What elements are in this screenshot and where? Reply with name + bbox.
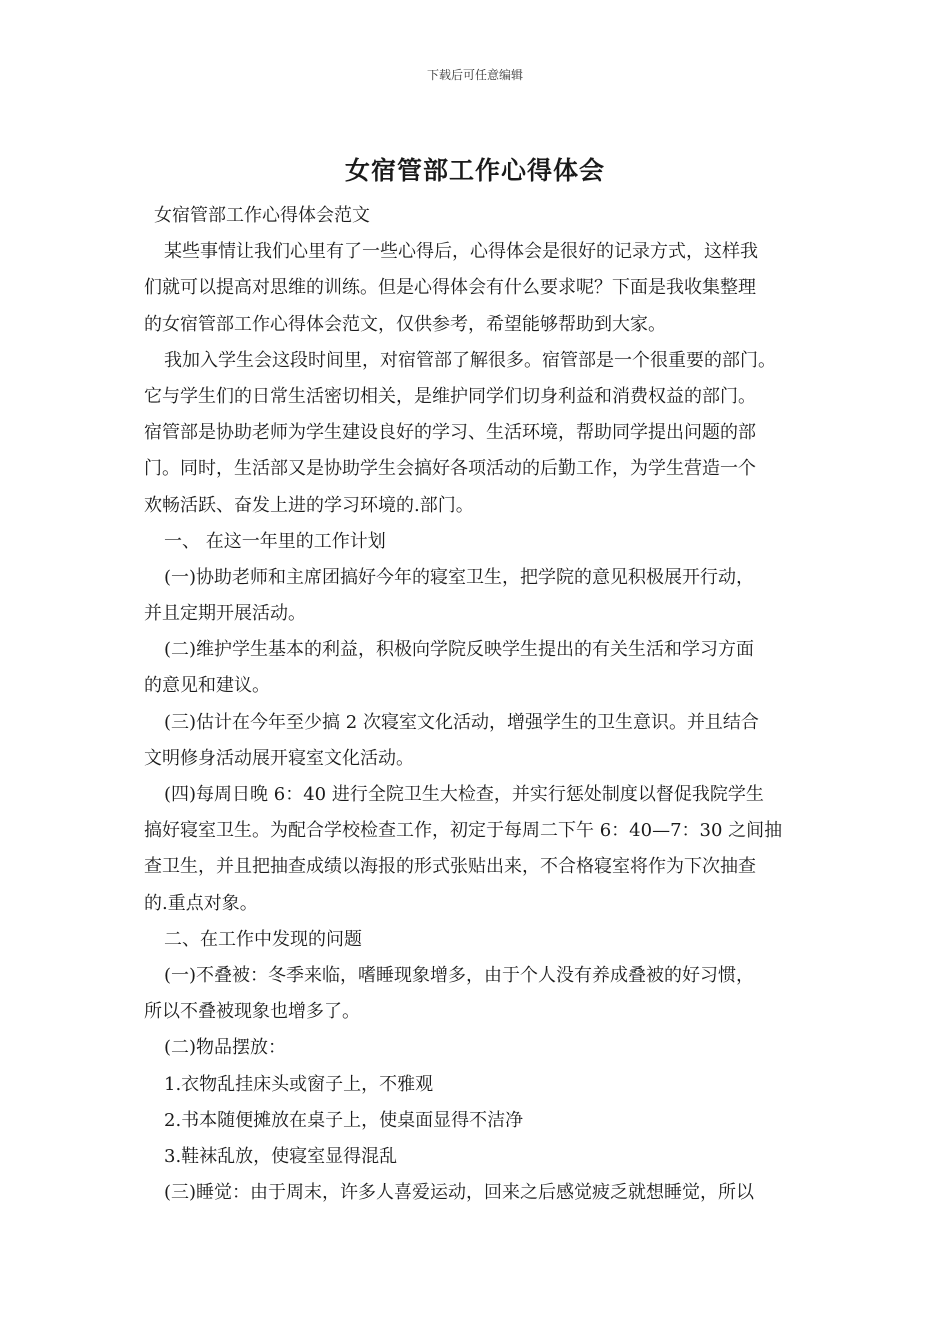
paragraph-line: (四)每周日晚 6：40 进行全院卫生大检查，并实行惩处制度以督促我院学生 (164, 784, 764, 805)
paragraph-line: 的.重点对象。 (144, 892, 258, 914)
paragraph-line: (二)维护学生基本的利益，积极向学院反映学生提出的有关生活和学习方面 (164, 639, 755, 661)
paragraph-line: 文明修身活动展开寝室文化活动。 (144, 747, 414, 769)
paragraph-line: 并且定期开展活动。 (144, 603, 306, 625)
paragraph-line: 们就可以提高对思维的训练。但是心得体会有什么要求呢？下面是我收集整理 (144, 277, 756, 299)
paragraph-line: (二)物品摆放： (164, 1037, 287, 1059)
list-item: 2.书本随便摊放在桌子上，使桌面显得不洁净 (164, 1109, 524, 1131)
subtitle-line: 女宿管部工作心得体会范文 (154, 205, 370, 226)
paragraph-line: 欢畅活跃、奋发上进的学习环境的.部门。 (144, 494, 474, 516)
section-heading: 一、 在这一年里的工作计划 (164, 530, 386, 552)
paragraph-line: 宿管部是协助老师为学生建设良好的学习、生活环境，帮助同学提出问题的部 (144, 422, 756, 444)
paragraph-line: 它与学生们的日常生活密切相关，是维护同学们切身利益和消费权益的部门。 (144, 385, 756, 407)
paragraph-line: (三)睡觉：由于周末，许多人喜爱运动，回来之后感觉疲乏就想睡觉，所以 (164, 1182, 755, 1204)
paragraph-line: (一)协助老师和主席团搞好今年的寝室卫生，把学院的意见积极展开行动， (164, 566, 755, 588)
section-heading: 二、在工作中发现的问题 (164, 928, 362, 950)
paragraph-line: 搞好寝室卫生。为配合学校检查工作，初定于每周二下午 6：40—7：30 之间抽 (144, 820, 783, 842)
paragraph-line: 门。同时，生活部又是协助学生会搞好各项活动的后勤工作，为学生营造一个 (144, 458, 756, 480)
paragraph-line: (一)不叠被：冬季来临，嗜睡现象增多，由于个人没有养成叠被的好习惯， (164, 964, 755, 986)
list-item: 3.鞋袜乱放，使寝室显得混乱 (164, 1145, 398, 1167)
list-item: 1.衣物乱挂床头或窗子上，不雅观 (164, 1073, 434, 1095)
paragraph-line: 我加入学生会这段时间里，对宿管部了解很多。宿管部是一个很重要的部门。 (164, 349, 776, 371)
document-title: 女宿管部工作心得体会 (344, 156, 605, 185)
page-header-note: 下载后可任意编辑 (426, 68, 523, 82)
paragraph-line: (三)估计在今年至少搞 2 次寝室文化活动，增强学生的卫生意识。并且结合 (164, 711, 759, 733)
paragraph-line: 查卫生，并且把抽查成绩以海报的形式张贴出来，不合格寝室将作为下次抽查 (144, 856, 756, 878)
paragraph-line: 某些事情让我们心里有了一些心得后，心得体会是很好的记录方式，这样我 (164, 241, 758, 263)
paragraph-line: 的女宿管部工作心得体会范文，仅供参考，希望能够帮助到大家。 (144, 313, 666, 335)
document-body (144, 198, 809, 1211)
paragraph-line: 所以不叠被现象也增多了。 (144, 1001, 360, 1023)
paragraph-line: 的意见和建议。 (144, 675, 270, 697)
